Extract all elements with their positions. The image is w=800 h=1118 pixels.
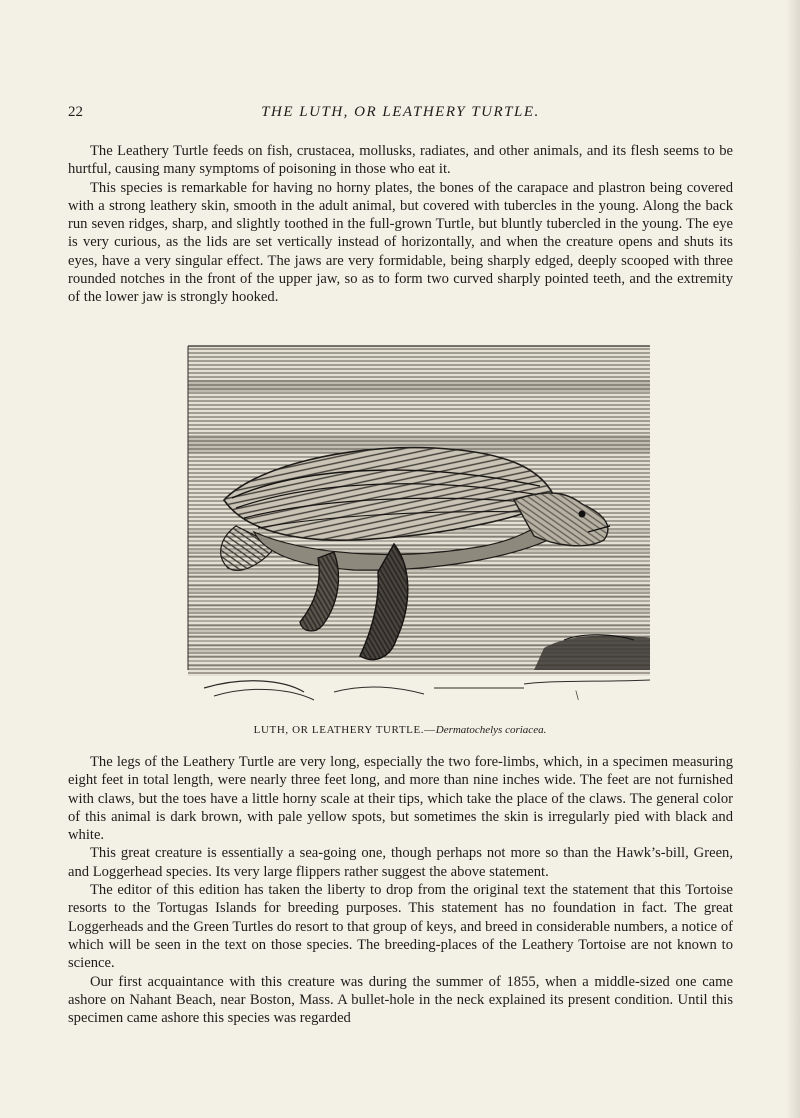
paragraph: This great creature is essentially a sea-going one, though perhaps not more so than the Hawk’s-bill, Green, and Loggerhead species. Its very large flippers rather suggest the above statement.	[68, 845, 733, 880]
paragraph: This species is remarkable for having no horny plates, the bones of the carapace and plastron being covered with a strong leathery skin, smooth in the adult animal, but covered with tubercles in the young. Along the back run seven ridges, sharp, and slightly toothed in the full-grown Turtle, but bluntly tubercled in the young. The eye is very curious, as the lids are set vertically instead of horizontally, and when the creature opens and shuts its eyes, have a very singular effect. The jaws are very formidable, being sharply edged, deeply scooped with three rounded notches in the front of the upper jaw, so as to form two curved sharply pointed teeth, and the extremity of the lower jaw is strongly hooked.	[68, 179, 733, 306]
running-title: THE LUTH, OR LEATHERY TURTLE.	[261, 104, 540, 120]
paragraph: Our first acquaintance with this creature was during the summer of 1855, when a middle-sized one came ashore on Nahant Beach, near Boston, Mass. A bullet-hole in the neck explained its present condition. Until this specimen came ashore this species was regarded	[68, 973, 733, 1027]
paragraph: The legs of the Leathery Turtle are very long, especially the two fore-limbs, which, in a specimen measuring eight feet in total length, were nearly three feet long, and more than nine inches wide. The feet are not furnished with claws, but the toes have a little horny scale at their tips, which take the place of the claws. The general color of this animal is dark brown, with pale yellow spots, but sometimes the skin is irregularly pied with black and white.	[68, 754, 733, 844]
page-header	[68, 104, 733, 126]
svg-text:╲: ╲	[574, 691, 579, 700]
body-text-bottom	[68, 753, 733, 1027]
paragraph: The Leathery Turtle feeds on fish, crustacea, mollusks, radiates, and other animals, and its flesh seems to be hurtful, causing many symptoms of poisoning in those who eat it.	[68, 143, 733, 178]
body-text-top	[68, 142, 733, 307]
paragraph: The editor of this edition has taken the liberty to drop from the original text the statement that this Tortoise resorts to the Tortugas Islands for breeding purposes. This statement has no foundation in fact. The great Loggerheads and the Green Turtles do resort to that group of keys, and breed in considerable numbers, a notice of which will be seen in the text on those species. The breeding-places of the Leathery Tortoise are not known to science.	[68, 882, 733, 972]
figure-caption	[0, 724, 800, 736]
page-edge-shadow	[786, 0, 800, 1118]
page-number: 22	[68, 104, 83, 120]
turtle-illustration	[184, 340, 656, 720]
caption-main: LUTH, OR LEATHERY TURTLE.—	[253, 724, 436, 736]
caption-latin-name: Dermatochelys coriacea.	[435, 724, 547, 736]
